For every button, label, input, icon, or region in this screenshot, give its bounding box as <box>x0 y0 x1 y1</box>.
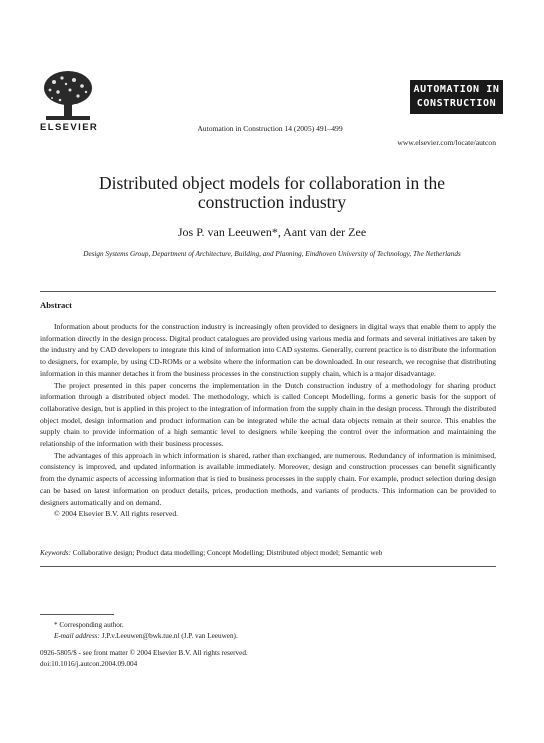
footnote <box>40 620 480 642</box>
email-label: E-mail address: <box>54 632 100 640</box>
keywords-label: Keywords: <box>40 549 71 557</box>
journal-citation: Automation in Construction 14 (2005) 491–499 <box>197 124 343 133</box>
journal-url-link[interactable]: www.elsevier.com/locate/autcon <box>397 138 496 147</box>
corresponding-author-note: * Corresponding author. <box>54 621 124 629</box>
journal-logo <box>410 80 503 114</box>
publisher-name: ELSEVIER <box>40 122 99 133</box>
abstract-paragraph: Information about products for the construction industry is increasingly often provided to designers in digital ways that enable them to apply the information directly in the design process. Digital product catalogues are provided using various media and formats and several initiatives are taken by the industry and by CAD developers to integrate this kind of information into CAD systems. Generally, current practice is to distribute the information to designers, for example, by using CD-ROMs or a website where the information can be downloaded. In our research, we recognise that distributing information in this manner detaches it from the business processes in the construction supply chain, which is a major disadvantage. <box>40 322 496 378</box>
copyright-notice: © 2004 Elsevier B.V. All rights reserved. <box>54 509 179 519</box>
journal-logo-line-1: AUTOMATION IN <box>413 84 500 95</box>
journal-logo-line-2: CONSTRUCTION <box>416 98 497 109</box>
keywords <box>40 549 496 557</box>
doi-link[interactable]: doi:10.1016/j.autcon.2004.09.004 <box>40 660 138 668</box>
abstract-body <box>40 321 496 520</box>
article-title: Distributed object models for collaboration in the construction industry <box>98 173 446 212</box>
abstract-paragraph: The project presented in this paper concerns the implementation in the Dutch construction industry of a methodology for sharing product information through a distributed object model. The methodology, which is called Concept Modelling, forms a generic basis for the support of collaborative design, but is applied in this project to the integration of information from the supply chain in the design process. Through the distributed object model, design information and product information can be integrated while the actual data objects remain at their source. This enables the supply chain to provide information of a high semantic level to designers while keeping the control over the information and maintaining the relationship of the information with their business processes. <box>40 380 496 449</box>
divider-bottom <box>40 566 496 567</box>
abstract-paragraph: The advantages of this approach in which information is shared, rather than exchanged, are numerous. Redundancy of information is minimised, consistency is improved, and updated information is available immediately. Moreover, design and construction processes can benefit significantly from the dynamic aspects of accessing information that is tied to business processes in the supply chain. For example, product selection during design can be based on latest information on product details, prices, production methods, and variants of products. This information can be provided to designers automatically and on demand. <box>40 450 496 507</box>
footnote-rule <box>40 614 114 615</box>
issn-line: 0926-5805/$ - see front matter © 2004 Elsevier B.V. All rights reserved. <box>40 649 248 657</box>
keywords-text: Collaborative design; Product data modelling; Concept Modelling; Distributed object model; Semantic web <box>72 549 383 557</box>
abstract-heading: Abstract <box>40 300 72 310</box>
author-affiliation: Design Systems Group, Department of Architecture, Building, and Planning, Eindhoven University of Technology, The Netherlands <box>83 250 461 258</box>
publication-info <box>40 648 480 670</box>
email-line <box>40 631 480 642</box>
article-authors: Jos P. van Leeuwen*, Aant van der Zee <box>177 225 367 239</box>
divider-top <box>40 291 496 292</box>
elsevier-tree-logo <box>40 70 96 122</box>
email-link[interactable]: J.P.v.Leeuwen@bwk.tue.nl (J.P. van Leeuwen). <box>101 632 238 640</box>
